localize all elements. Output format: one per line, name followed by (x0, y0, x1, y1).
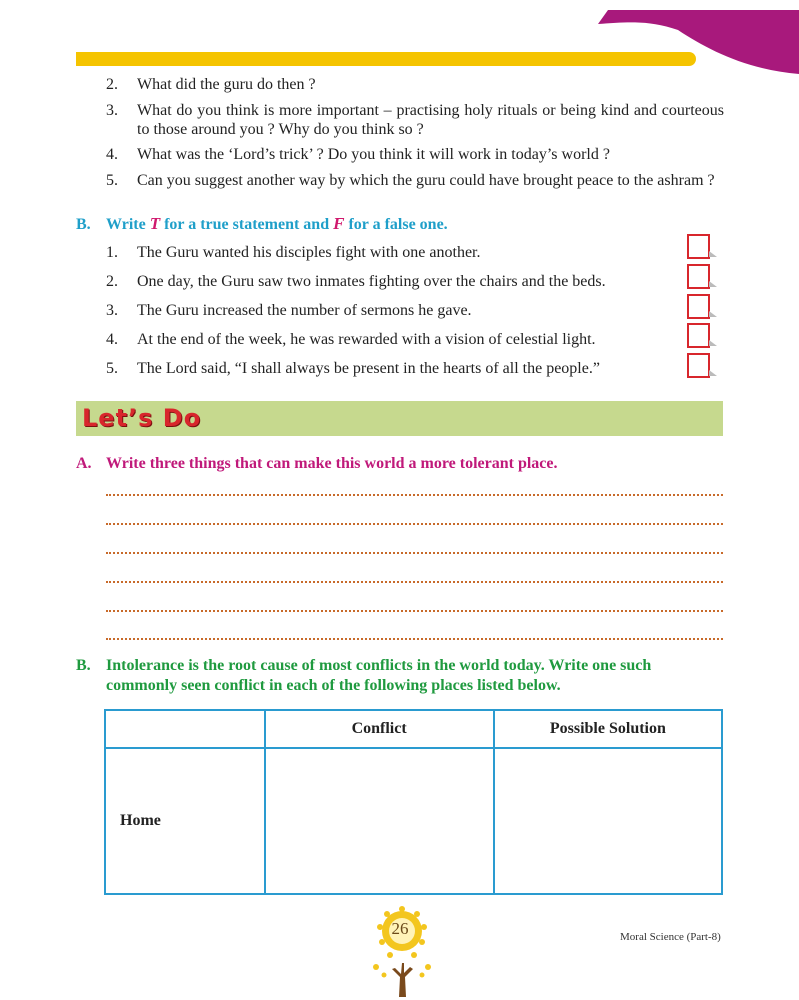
section-letter: B. (76, 657, 91, 674)
table-answer-cell[interactable] (494, 748, 722, 894)
statement-text: The Lord said, “I shall always be present in the hearts of all the people.” (137, 360, 600, 377)
statement-text: The Guru increased the number of sermons he gave. (137, 302, 472, 319)
answer-box[interactable] (687, 294, 710, 319)
question-number: 4. (106, 146, 118, 163)
header-yellow-strip (76, 52, 696, 66)
question-text: What did the guru do then ? (137, 76, 316, 93)
page-number: 26 (391, 919, 409, 938)
book-title: Moral Science (Part-8) (620, 931, 721, 943)
activity-text: Write three things that can make this world a more tolerant place. (106, 455, 558, 472)
statement-number: 3. (106, 302, 118, 319)
statement-item (106, 330, 666, 349)
activity-b-heading (76, 656, 723, 696)
question-number: 5. (106, 172, 118, 189)
heading-text: for a true statement and (160, 216, 334, 233)
table-row (105, 748, 722, 894)
statement-item (106, 359, 666, 378)
activity-text: Intolerance is the root cause of most conflicts in the world today. Write one such (106, 657, 652, 674)
question-number: 2. (106, 76, 118, 93)
answer-line[interactable] (106, 523, 723, 525)
question-item (106, 145, 724, 164)
answer-box[interactable] (687, 264, 710, 289)
table-header-row (105, 710, 722, 748)
answer-box[interactable] (687, 353, 710, 378)
table-answer-cell[interactable] (265, 748, 494, 894)
section-letter: A. (76, 455, 92, 472)
statement-text: The Guru wanted his disciples fight with one another. (137, 244, 481, 261)
question-item (106, 101, 724, 139)
false-letter: F (333, 214, 345, 233)
statement-item (106, 272, 666, 291)
statement-number: 5. (106, 360, 118, 377)
table-header-cell (105, 710, 265, 748)
lets-do-banner (76, 401, 723, 436)
heading-text: for a false one. (344, 216, 448, 233)
statement-item (106, 301, 666, 320)
question-number: 3. (106, 102, 118, 119)
answer-line[interactable] (106, 581, 723, 583)
answer-box[interactable] (687, 323, 710, 348)
section-letter: B. (76, 216, 91, 233)
table-header-conflict: Conflict (265, 710, 494, 748)
answer-line[interactable] (106, 552, 723, 554)
true-letter: T (149, 214, 161, 233)
activity-text: commonly seen conflict in each of the following places listed below. (106, 677, 561, 694)
question-text: What was the ‘Lord’s trick’ ? Do you think it will work in today’s world ? (137, 146, 610, 163)
statement-text: At the end of the week, he was rewarded with a vision of celestial light. (137, 331, 596, 348)
lets-do-title: Let’s Do (82, 404, 202, 432)
conflict-table (104, 709, 723, 895)
statement-number: 2. (106, 273, 118, 290)
question-item (106, 171, 724, 190)
answer-box[interactable] (687, 234, 710, 259)
question-text: What do you think is more important – practising holy rituals or being kind and courteous to those around you ? Why do you think so ? (137, 102, 724, 138)
table-header-solution: Possible Solution (494, 710, 722, 748)
question-text: Can you suggest another way by which the guru could have brought peace to the ashram ? (137, 172, 715, 189)
activity-a-heading (76, 455, 558, 473)
answer-line[interactable] (106, 494, 723, 496)
answer-line[interactable] (106, 610, 723, 612)
statement-number: 1. (106, 244, 118, 261)
answer-line[interactable] (106, 638, 723, 640)
table-place-cell: Home (105, 748, 265, 894)
section-b-heading (76, 214, 448, 234)
question-item (106, 75, 724, 94)
statement-number: 4. (106, 331, 118, 348)
statement-item (106, 243, 666, 262)
heading-text: Write (106, 216, 150, 233)
statement-text: One day, the Guru saw two inmates fighting over the chairs and the beds. (137, 273, 606, 290)
